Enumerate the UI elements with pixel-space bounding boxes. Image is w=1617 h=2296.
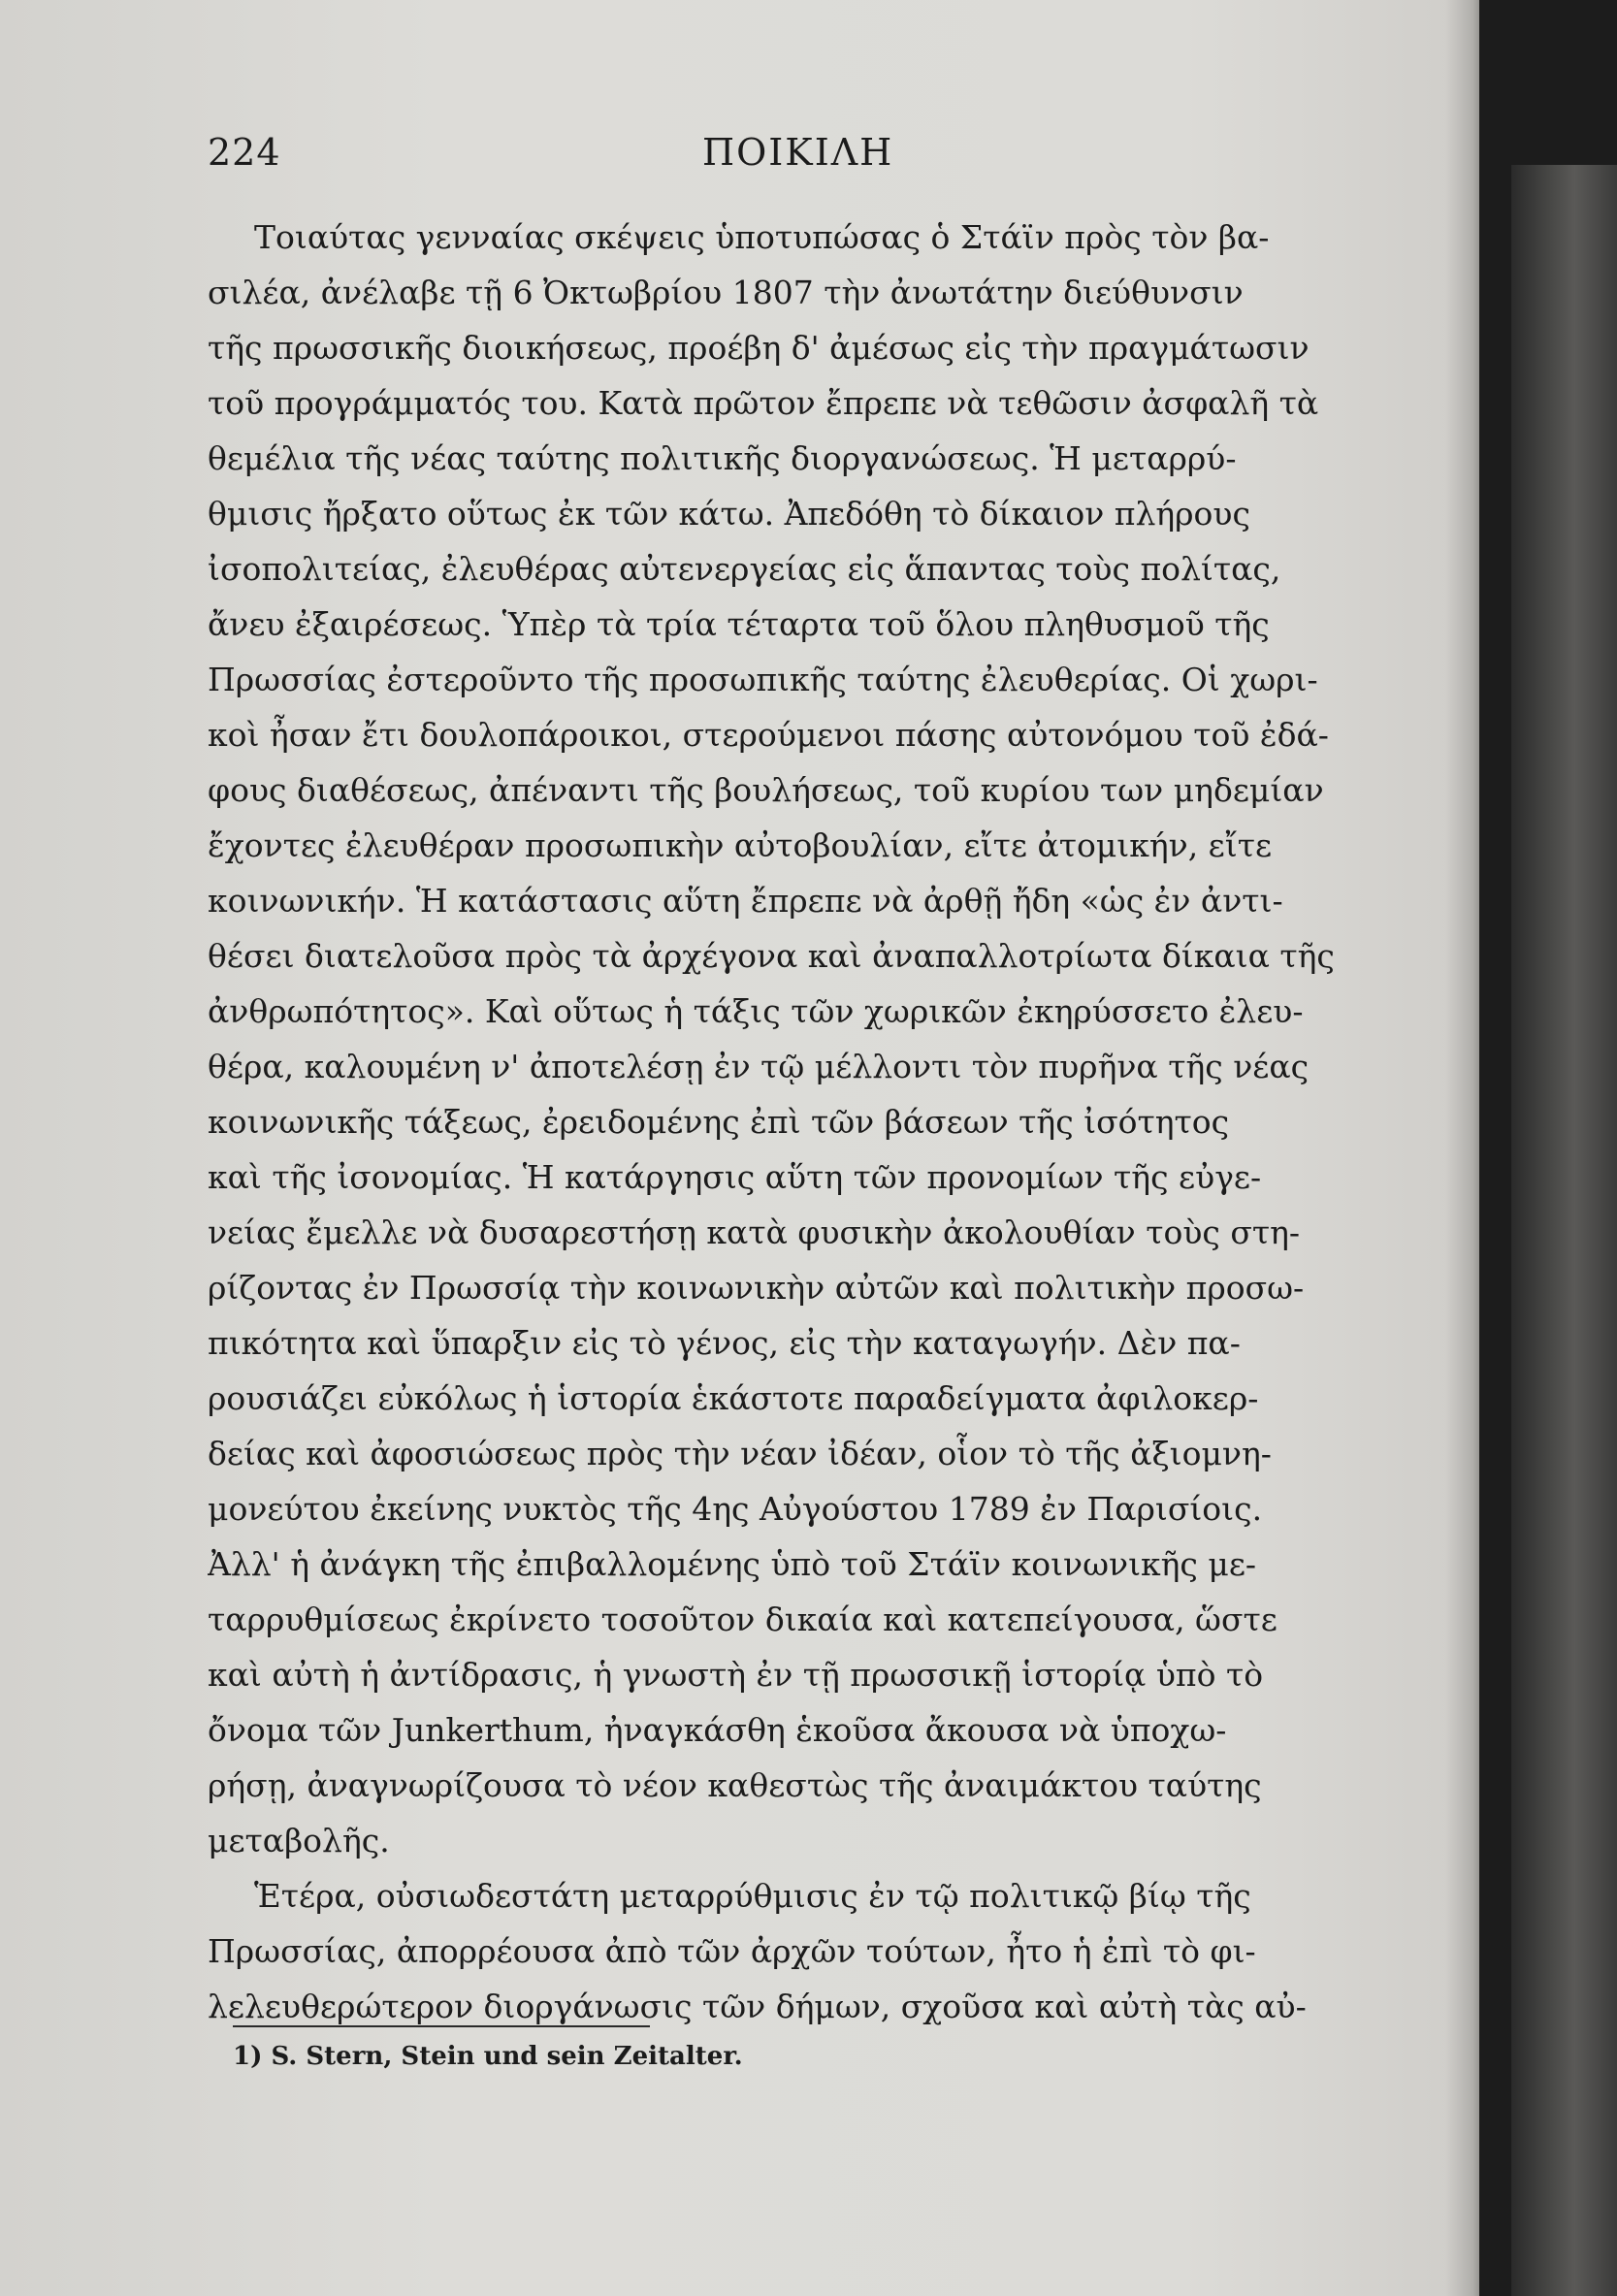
spine-shadow [1445,0,1484,2296]
text-line: πικότητα καὶ ὕπαρξιν εἰς τὸ γένος, εἰς τὴν καταγωγήν. Δὲν πα- [208,1324,1241,1362]
text-line: μονεύτου ἐκείνης νυκτὸς τῆς 4ης Αὐγούστου 1789 ἐν Παρισίοις. [208,1490,1263,1528]
text-line: μεταβολῆς. [208,1822,390,1859]
text-line: σιλέα, ἀνέλαβε τῇ 6 Ὀκτωβρίου 1807 τὴν ἀνωτάτην διεύθυνσιν [208,274,1244,311]
text-line: ταρρυθμίσεως ἐκρίνετο τοσοῦτον δικαία καὶ κατεπείγουσα, ὥστε [208,1601,1277,1638]
text-line: θέρα, καλουμένη ν' ἀποτελέσῃ ἐν τῷ μέλλοντι τὸν πυρῆνα τῆς νέας [208,1048,1310,1085]
text-line: ρήσῃ, ἀναγνωρίζουσα τὸ νέον καθεστὼς τῆς ἀναιμάκτου ταύτης [208,1766,1262,1804]
text-line: ἔχοντες ἐλευθέραν προσωπικὴν αὐτοβουλίαν, εἴτε ἀτομικήν, εἴτε [208,826,1273,864]
text-line: Πρωσσίας, ἀπορρέουσα ἀπὸ τῶν ἀρχῶν τούτων, ἦτο ἡ ἐπὶ τὸ φι- [208,1932,1256,1970]
text-line: Ἀλλ' ἡ ἀνάγκη τῆς ἐπιβαλλομένης ὑπὸ τοῦ Στάϊν κοινωνικῆς με- [208,1545,1257,1583]
text-line: κοινωνικῆς τάξεως, ἐρειδομένης ἐπὶ τῶν βάσεων τῆς ἰσότητος [208,1103,1230,1141]
text-line: τῆς πρωσσικῆς διοικήσεως, προέβη δ' ἀμέσως εἰς τὴν πραγμάτωσιν [208,329,1310,367]
text-line: θεμέλια τῆς νέας ταύτης πολιτικῆς διοργανώσεως. Ἡ μεταρρύ- [208,439,1237,477]
text-line: κοὶ ἦσαν ἔτι δουλοπάροικοι, στερούμενοι πάσης αὐτονόμου τοῦ ἐδά- [208,716,1329,754]
text-line: ἀνθρωπότητος». Καὶ οὕτως ἡ τάξις τῶν χωρικῶν ἐκηρύσσετο ἐλευ- [208,992,1304,1030]
running-head: ΠΟΙΚΙΛΗ [702,131,894,174]
adjacent-page-edge [1511,165,1617,2296]
text-line: ρίζοντας ἐν Πρωσσίᾳ τὴν κοινωνικὴν αὐτῶν καὶ πολιτικὴν προσω- [208,1269,1305,1307]
text-line: θέσει διατελοῦσα πρὸς τὰ ἀρχέγονα καὶ ἀναπαλλοτρίωτα δίκαια τῆς [208,937,1335,975]
text-line: λελευθερώτερον διοργάνωσις τῶν δήμων, σχοῦσα καὶ αὐτὴ τὰς αὐ- [208,1988,1307,2025]
text-line: ἰσοπολιτείας, ἐλευθέρας αὐτενεργείας εἰς ἅπαντας τοὺς πολίτας, [208,550,1281,588]
text-line: ἄνευ ἐξαιρέσεως. Ὑπὲρ τὰ τρία τέταρτα τοῦ ὅλου πληθυσμοῦ τῆς [208,605,1270,643]
text-line: φους διαθέσεως, ἀπέναντι τῆς βουλήσεως, τοῦ κυρίου των μηδεμίαν [208,771,1324,809]
footnote-divider [233,2025,650,2027]
text-line: νείας ἔμελλε νὰ δυσαρεστήσῃ κατὰ φυσικὴν ἀκολουθίαν τοὺς στη- [208,1213,1301,1251]
page-header [208,131,1401,189]
text-line: τοῦ προγράμματός του. Κατὰ πρῶτον ἔπρεπε νὰ τεθῶσιν ἀσφαλῆ τὰ [208,384,1319,422]
text-line: Τοιαύτας γενναίας σκέψεις ὑποτυπώσας ὁ Στάϊν πρὸς τὸν βα- [254,218,1270,256]
text-line: καὶ τῆς ἰσονομίας. Ἡ κατάργησις αὕτη τῶν προνομίων τῆς εὐγε- [208,1158,1262,1196]
text-line: καὶ αὐτὴ ἡ ἀντίδρασις, ἡ γνωστὴ ἐν τῇ πρωσσικῇ ἱστορίᾳ ὑπὸ τὸ [208,1656,1264,1694]
text-line: Πρωσσίας ἐστεροῦντο τῆς προσωπικῆς ταύτης ἐλευθερίας. Οἱ χωρι- [208,661,1318,698]
page-number: 224 [208,131,281,174]
text-line: κοινωνικήν. Ἡ κατάστασις αὕτη ἔπρεπε νὰ ἀρθῇ ἤδη «ὡς ἐν ἀντι- [208,882,1283,920]
text-line: Ἑτέρα, οὐσιωδεστάτη μεταρρύθμισις ἐν τῷ πολιτικῷ βίῳ τῆς [254,1877,1251,1915]
footnote: 1) S. Stern, Stein und sein Zeitalter. [233,2042,743,2071]
text-line: δείας καὶ ἀφοσιώσεως πρὸς τὴν νέαν ἰδέαν, οἷον τὸ τῆς ἀξιομνη- [208,1435,1272,1472]
text-line: ὄνομα τῶν Junkerthum, ἠναγκάσθη ἑκοῦσα ἄκουσα νὰ ὑποχω- [208,1711,1227,1749]
text-line: ρουσιάζει εὐκόλως ἡ ἱστορία ἑκάστοτε παραδείγματα ἀφιλοκερ- [208,1379,1259,1417]
body-text [208,210,1410,2034]
text-line: θμισις ἤρξατο οὕτως ἐκ τῶν κάτω. Ἀπεδόθη τὸ δίκαιον πλήρους [208,495,1250,533]
